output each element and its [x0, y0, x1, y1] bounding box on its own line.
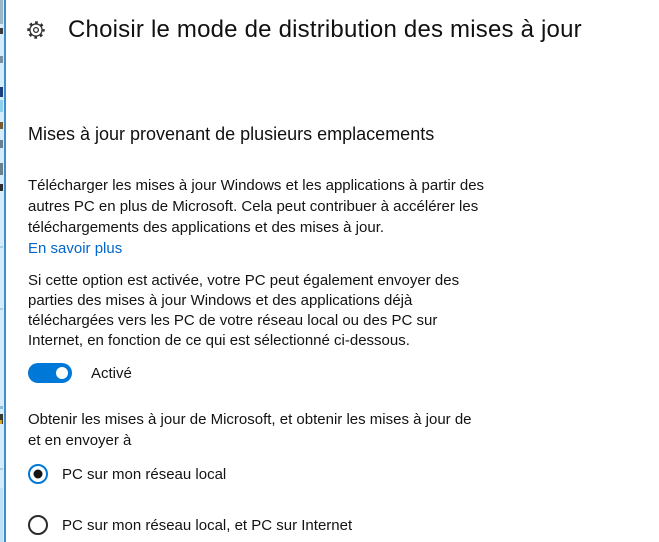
description-line: téléchargements des applications et des mises à jour. [28, 219, 385, 236]
radio-button-icon[interactable] [28, 464, 48, 484]
strip-fragment [0, 308, 3, 310]
details-line: Internet, en fonction de ce qui est sélectionné ci-dessous. [28, 332, 410, 349]
radio-button-icon[interactable] [28, 515, 48, 535]
strip-fragment [0, 100, 3, 112]
radio-option-row[interactable] [28, 515, 352, 535]
strip-fragment [0, 0, 3, 24]
options-prompt [28, 409, 472, 451]
toggle-row [28, 363, 132, 383]
page-header [25, 16, 582, 44]
strip-fragment [0, 468, 3, 470]
strip-fragment [0, 56, 3, 63]
section-heading: Mises à jour provenant de plusieurs emplacements [28, 124, 435, 144]
details-line: Si cette option est activée, votre PC peut également envoyer des [28, 272, 460, 289]
details-line: parties des mises à jour Windows et des applications déjà [28, 292, 413, 309]
delivery-toggle[interactable] [28, 363, 72, 383]
strip-fragment [0, 122, 3, 129]
radio-option-label: PC sur mon réseau local, et PC sur Internet [62, 516, 353, 534]
details-line: téléchargées vers les PC de votre réseau local ou des PC sur [28, 312, 438, 329]
description-line: autres PC en plus de Microsoft. Cela peut contribuer à accélérer les [28, 198, 479, 215]
details-paragraph [28, 271, 459, 351]
learn-more-link[interactable]: En savoir plus [28, 240, 123, 257]
page-title: Choisir le mode de distribution des mises à jour [68, 16, 582, 43]
radio-option-label: PC sur mon réseau local [62, 465, 227, 483]
strip-fragment [0, 28, 3, 34]
strip-fragment [0, 87, 3, 97]
description-line: Télécharger les mises à jour Windows et les applications à partir des [28, 177, 485, 194]
description-paragraph [28, 175, 484, 259]
gear-icon [25, 19, 47, 41]
strip-fragment [0, 140, 3, 148]
strip-fragment [0, 246, 3, 248]
options-prompt-line: Obtenir les mises à jour de Microsoft, et obtenir les mises à jour de [28, 411, 472, 428]
background-window-strip [0, 0, 6, 542]
strip-fragment [0, 163, 3, 175]
radio-option-row[interactable] [28, 464, 226, 484]
strip-fragment [0, 184, 3, 191]
strip-fragment [0, 488, 3, 542]
options-prompt-line: et en envoyer à [28, 432, 132, 449]
toggle-state-label: Activé [91, 364, 132, 382]
strip-fragment [0, 406, 3, 409]
strip-fragment [0, 420, 2, 424]
